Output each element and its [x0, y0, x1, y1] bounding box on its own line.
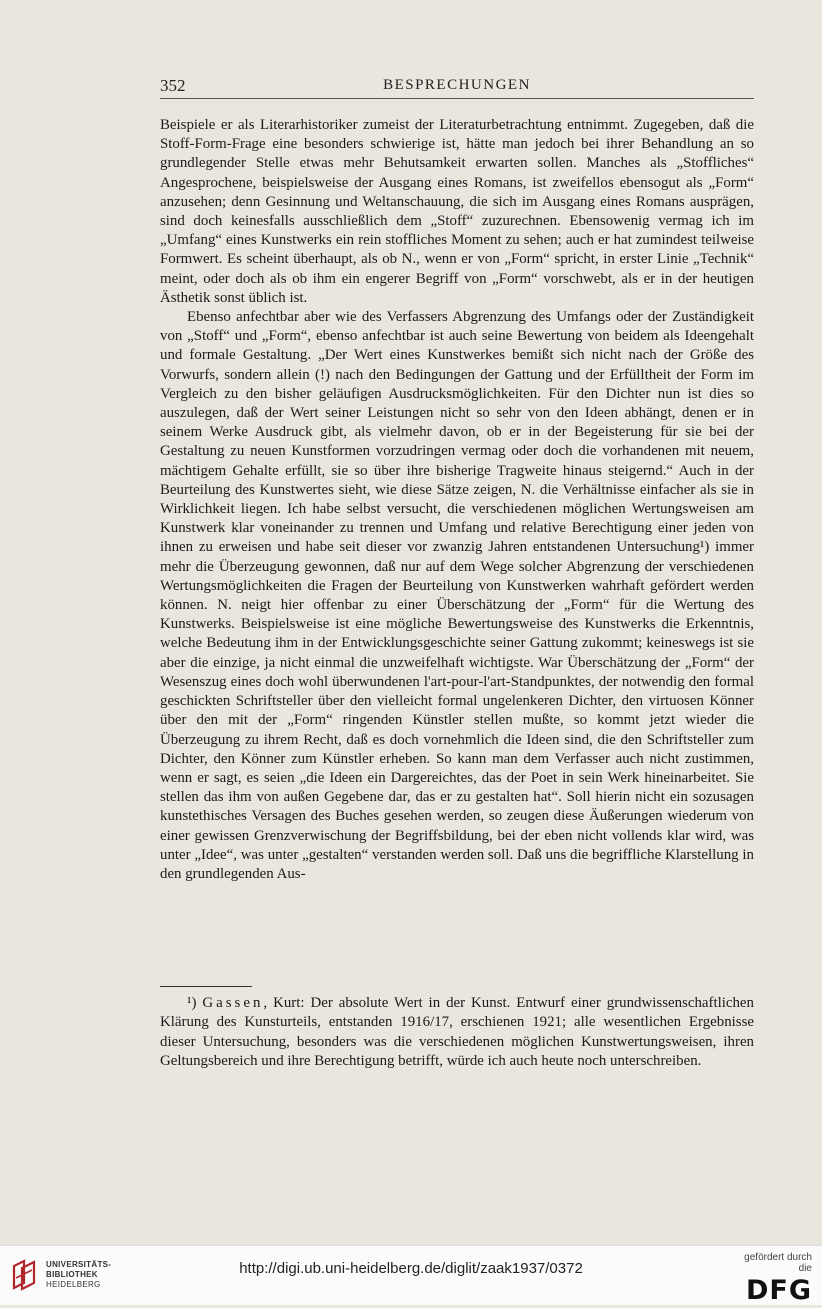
permalink[interactable]: http://digi.ub.uni-heidelberg.de/diglit/zaak1937/0372: [239, 1260, 583, 1277]
footnote: [160, 994, 754, 1072]
paragraph-1: Beispiele er als Literarhistoriker zumeist der Literaturbetrachtung entnimmt. Zugegeben, daß die Stoff-Form-Frage eine besonders schwierige ist, hätte man jedoch bei ihrer Behandlung an so grundlegender Stelle etwas mehr Behutsamkeit erwarten sollen. Manches als „Stoffliches“ Angesprochene, beispielsweise der Ausgang eines Romans, ist zweifellos ebensogut als „Form“ anzusehen; denn Gesinnung und Weltanschauung, die sich im Ausgang eines Romans ausprägen, sind doch keinesfalls ausschließlich dem „Stoff“ zuzurechnen. Ebensowenig vermag ich im „Umfang“ eines Kunstwerks ein rein stoffliches Moment zu sehen; auch er hat zumindest teilweise Formwert. Es scheint überhaupt, als ob N., wenn er von „Form“ spricht, in erster Linie „Technik“ meint, oder doch als ob ihm ein engerer Begriff von „Form“ vorschwebt, als er in der heutigen Ästhetik sonst üblich ist.: [160, 117, 754, 306]
viewer-footer: [0, 1245, 822, 1305]
running-head: BESPRECHUNGEN: [383, 77, 531, 93]
footnote-marker: ¹): [187, 995, 197, 1011]
footnote-rule: [160, 986, 252, 987]
page-number: 352: [160, 76, 186, 95]
dfg-logo: DFG: [745, 1275, 812, 1306]
sponsor-note: gefördert durch die: [744, 1252, 812, 1274]
library-logo-text: UNIVERSITÄTS- BIBLIOTHEK HEIDELBERG: [46, 1260, 112, 1289]
page-header: [160, 74, 754, 99]
dfg-sponsor[interactable]: [732, 1252, 812, 1306]
paragraph-2: Ebenso anfechtbar aber wie des Verfassers Abgrenzung des Umfangs oder der Zuständigkeit von „Stoff“ und „Form“, ebenso anfechtbar ist auch seine Bewertung von beidem als Ideengehalt und formale Gestaltung. „Der Wert eines Kunstwerkes bemißt sich nicht nach der Größe des Vorwurfs, sondern allein (!) nach den Bedingungen der Gattung und der Erfülltheit der Form im Vergleich zu den bisher geläufigen Ausdrucksmöglichkeiten. Für den Dichter nun ist dies so auszulegen, daß der Wert seiner Leistungen nicht so sehr von den Ideen abhängt, denen er in seinem Werke Ausdruck gibt, als vielmehr davon, ob er in der Begeisterung für sie bei der Gestaltung zu neuen Kunstformen vorzudringen vermag oder doch die vorhandenen mit neuem, mächtigem Gehalte erfüllt, sie so über ihre bisherige Tragweite hinaus steigernd.“ Auch in der Beurteilung des Kunstwertes sieht, wie diese Sätze zeigen, N. die Verhältnisse einfacher als sie in Wirklichkeit liegen. Ich habe selbst versucht, die verschiedenen möglichen Wertungsweisen am Kunstwerk klar voneinander zu trennen und Umfang und relative Berechtigung einer jeden von ihnen zu erweisen und habe seit dieser vor zwanzig Jahren entstandenen Untersuchung¹) immer mehr die Überzeugung gewonnen, daß nur auf dem Wege solcher Abgrenzung der verschiedenen Wertungsmöglichkeiten die Fragen der Beurteilung von Kunstwerken wahrhaft gefördert werden können. N. neigt hier offenbar zu einer Überschätzung der „Form“ für die Wertung des Kunstwerks. Beispielsweise ist eine mögliche Bewertungsweise des Kunstwerks die Erkenntnis, welche Bedeutung ihm in der Entwicklungsgeschichte seiner Gattung zukommt; keineswegs ist sie aber die einzige, ja nicht einmal die unzweifelhaft wichtigste. War Überschätzung der „Form“ der Wesenszug eines doch wohl überwundenen l'art-pour-l'art-Standpunktes, der notwendig den formal geschickten Schriftsteller über den vielleicht formal ungelenkeren Dichter, den virtuosen Könner über den mit der „Form“ ringenden Künstler stellen mußte, so kommt jetzt wieder die Überzeugung zu ihrem Recht, daß es doch vornehmlich die Ideen sind, die den Schriftsteller zum Dichter, den Könner zum Künstler erheben. So kann man dem Verfasser auch nicht zustimmen, wenn er sagt, es seien „die Ideen ein Dargereichtes, das der Poet in sein Werk hineinarbeitet. Sie stellen das ihm von außen Gegebene dar, das er zu gestalten hat“. Soll hierin nicht ein sozusagen kunstethisches Versagen des Buches gesehen werden, so zeugen diese Äußerungen wiederum von einer gewissen Grenzverwischung der Begriffsbildung, bei der eben nicht vollends klar wird, was unter „Idee“, was unter „gestalten“ verstanden werden soll. Daß uns die begriffliche Klarstellung in den grundlegenden Aus-: [160, 309, 754, 882]
body-text: [160, 116, 754, 884]
footnote-author: Gassen: [202, 995, 264, 1011]
footnote-text: , Kurt: Der absolute Wert in der Kunst. Entwurf einer grundwissenschaftlichen Klärung des Kunsturteils, entstanden 1916/17, erschienen 1921; alle wesentlichen Ergebnisse dieser Untersuchung, besonders was die verschiedenen möglichen Kunstwertungsweisen, ihren Geltungsbereich und ihre Berechtigung betrifft, würde ich auch heute noch unterschreiben.: [160, 995, 754, 1070]
